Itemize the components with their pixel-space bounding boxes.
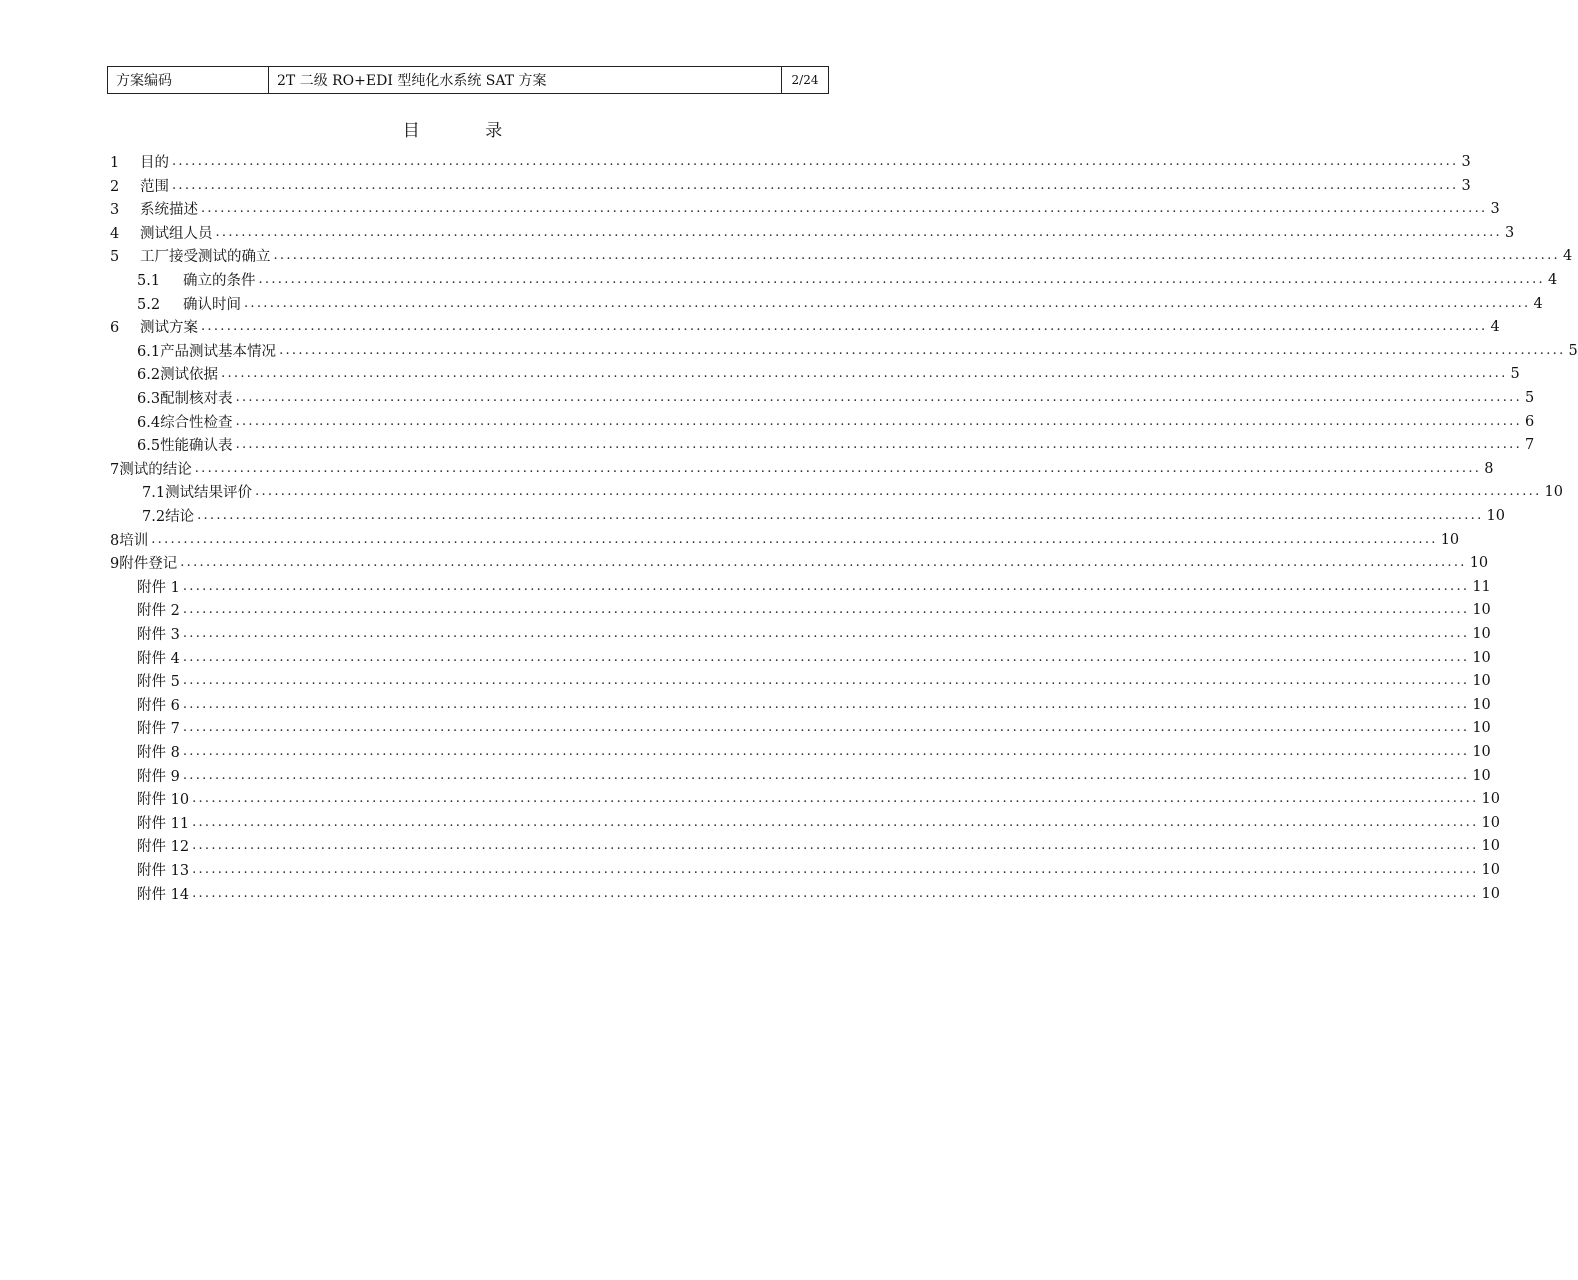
- toc-entry-page: 10: [1544, 483, 1563, 500]
- toc-entry-title: 附件 5: [137, 674, 180, 690]
- toc-entry-title: 附件 11: [137, 816, 190, 832]
- toc-dot-leader: ........................................................................................................................................................................................................: [182, 768, 1470, 783]
- toc-entry-number: 1: [110, 155, 120, 171]
- toc-entry-number: 6.3: [137, 391, 161, 407]
- toc-dot-leader: ........................................................................................................................................................................................................: [197, 508, 1484, 523]
- toc-entry-title: 附件 12: [137, 839, 190, 855]
- toc-entry-title: 产品测试基本情况: [160, 344, 277, 360]
- toc-dot-leader: ........................................................................................................................................................................................................: [192, 862, 1479, 877]
- toc-dot-leader: ........................................................................................................................................................................................................: [221, 366, 1508, 381]
- toc-entry-title: 附件 9: [137, 769, 180, 785]
- toc-entry-title: 配制核对表: [160, 391, 233, 407]
- toc-entry-label: [110, 529, 148, 550]
- toc-dot-leader: ........................................................................................................................................................................................................: [172, 154, 1459, 169]
- toc-entry-page: 10: [1481, 837, 1500, 854]
- toc-dot-leader: ........................................................................................................................................................................................................: [180, 555, 1467, 570]
- scheme-code-label: 方案编码: [108, 67, 269, 93]
- toc-entry-page: 10: [1481, 885, 1500, 902]
- toc-entry[interactable]: [110, 244, 1573, 267]
- toc-dot-leader: ........................................................................................................................................................................................................: [192, 886, 1479, 901]
- toc-entry-number: 6.4: [137, 415, 161, 431]
- toc-entry-label: [137, 576, 180, 597]
- toc-entry-label: [137, 670, 180, 691]
- toc-entry-number: 5.1: [137, 273, 161, 289]
- toc-entry-title: 附件 3: [137, 627, 180, 643]
- toc-dot-leader: ........................................................................................................................................................................................................: [182, 697, 1470, 712]
- toc-entry-title: 目的: [140, 155, 169, 171]
- toc-entry-page: 5: [1525, 389, 1535, 406]
- toc-entry-title: 附件 13: [137, 863, 190, 879]
- toc-entry[interactable]: [110, 174, 1471, 197]
- toc-entry-label: [142, 481, 252, 502]
- toc-entry-label: [137, 717, 180, 738]
- toc-entry-title: 范围: [140, 179, 169, 195]
- toc-entry-page: 5: [1568, 342, 1578, 359]
- toc-entry[interactable]: [137, 882, 1500, 905]
- toc-entry-label: [137, 765, 180, 786]
- toc-entry-page: 3: [1504, 224, 1515, 241]
- toc-entry-label: [110, 316, 198, 337]
- toc-entry-title: 附件 2: [137, 603, 180, 619]
- toc-entry-label: [110, 151, 169, 172]
- toc-dot-leader: ........................................................................................................................................................................................................: [194, 461, 1482, 476]
- toc-dot-leader: ........................................................................................................................................................................................................: [235, 414, 1523, 429]
- toc-entry-page: 10: [1486, 507, 1505, 524]
- toc-entry-page: 5: [1510, 365, 1520, 382]
- toc-entry-label: [137, 647, 180, 668]
- toc-entry-number: 6.1: [137, 344, 161, 360]
- toc-dot-leader: ........................................................................................................................................................................................................: [279, 343, 1566, 358]
- toc-entry[interactable]: [142, 504, 1505, 527]
- toc-entry[interactable]: [137, 669, 1491, 692]
- toc-dot-leader: ........................................................................................................................................................................................................: [235, 437, 1523, 452]
- toc-entry[interactable]: [137, 339, 1578, 362]
- toc-entry-page: 10: [1472, 743, 1491, 760]
- toc-entry-page: 4: [1547, 271, 1558, 288]
- toc-entry-page: 4: [1490, 318, 1500, 335]
- toc-entry-label: [137, 741, 180, 762]
- toc-entry-label: [137, 599, 180, 620]
- toc-entry-label: [137, 434, 233, 455]
- toc-entry-title: 测试依据: [160, 367, 219, 383]
- toc-entry[interactable]: [137, 787, 1500, 810]
- toc-entry[interactable]: [137, 740, 1491, 763]
- toc-entry-page: 10: [1472, 672, 1491, 689]
- toc-dot-leader: ........................................................................................................................................................................................................: [182, 720, 1470, 735]
- toc-entry-page: 10: [1472, 719, 1491, 736]
- toc-entry-label: [137, 812, 189, 833]
- toc-entry-title: 附件 1: [137, 580, 180, 596]
- toc-entry[interactable]: [137, 716, 1491, 739]
- toc-entry-title: 测试结果评价: [165, 485, 253, 501]
- document-header-table: [107, 66, 829, 94]
- toc-entry-label: [137, 387, 233, 408]
- toc-entry[interactable]: [137, 410, 1535, 433]
- toc-entry[interactable]: [110, 150, 1471, 173]
- toc-entry-title: 附件 6: [137, 698, 180, 714]
- toc-entry[interactable]: [137, 433, 1535, 456]
- toc-entry-number: 5: [110, 249, 120, 265]
- toc-entry-label: [137, 883, 189, 904]
- toc-dot-leader: ........................................................................................................................................................................................................: [273, 248, 1560, 263]
- toc-entry-title: 确立的条件: [183, 273, 256, 289]
- toc-entry-label: [110, 222, 213, 243]
- toc-dot-leader: ........................................................................................................................................................................................................: [201, 201, 1488, 216]
- toc-dot-leader: ........................................................................................................................................................................................................: [182, 650, 1470, 665]
- toc-entry[interactable]: [110, 221, 1515, 244]
- toc-entry-page: 11: [1472, 578, 1491, 595]
- toc-entry[interactable]: [137, 834, 1500, 857]
- toc-entry-page: 10: [1481, 790, 1500, 807]
- toc-entry-number: 6: [110, 320, 120, 336]
- toc-entry-label: [137, 835, 189, 856]
- toc-entry-title: 结论: [165, 509, 195, 525]
- toc-entry-label: [110, 458, 192, 479]
- toc-entry-number: 7.2: [142, 509, 166, 525]
- toc-entry-number: 7: [110, 462, 120, 478]
- toc-dot-leader: ........................................................................................................................................................................................................: [172, 178, 1459, 193]
- toc-dot-leader: ........................................................................................................................................................................................................: [192, 838, 1479, 853]
- toc-entry-page: 10: [1469, 554, 1489, 571]
- toc-entry-label: [137, 694, 180, 715]
- toc-entry-page: 10: [1472, 649, 1491, 666]
- toc-dot-leader: ........................................................................................................................................................................................................: [151, 532, 1438, 547]
- toc-entry-page: 3: [1490, 200, 1500, 217]
- toc-entry-title: 附件 14: [137, 887, 190, 903]
- toc-entry-page: 10: [1472, 625, 1491, 642]
- toc-entry-label: [142, 505, 194, 526]
- toc-dot-leader: ........................................................................................................................................................................................................: [201, 319, 1488, 334]
- toc-entry-page: 10: [1472, 696, 1491, 713]
- toc-dot-leader: ........................................................................................................................................................................................................: [235, 390, 1523, 405]
- toc-dot-leader: ........................................................................................................................................................................................................: [182, 579, 1470, 594]
- toc-entry-page: 8: [1484, 460, 1494, 477]
- toc-dot-leader: ........................................................................................................................................................................................................: [255, 484, 1542, 499]
- toc-entry-title: 确认时间: [183, 297, 241, 313]
- toc-entry-title: 附件 7: [137, 721, 180, 737]
- toc-entry-label: [110, 552, 177, 573]
- toc-entry-label: [137, 293, 241, 314]
- toc-entry-page: 4: [1533, 295, 1543, 312]
- toc-entry[interactable]: [137, 858, 1500, 881]
- toc-entry[interactable]: [110, 528, 1460, 551]
- toc-dot-leader: ........................................................................................................................................................................................................: [192, 791, 1479, 806]
- toc-entry[interactable]: [137, 811, 1500, 834]
- toc-entry-page: 4: [1562, 247, 1573, 264]
- toc-dot-leader: ........................................................................................................................................................................................................: [244, 296, 1531, 311]
- toc-entry-label: [137, 363, 218, 384]
- toc-entry-number: 8: [110, 533, 120, 549]
- toc-heading: 目 录: [402, 121, 533, 141]
- toc-entry-label: [137, 859, 189, 880]
- toc-entry[interactable]: [137, 693, 1491, 716]
- toc-entry-page: 10: [1472, 601, 1491, 618]
- toc-dot-leader: ........................................................................................................................................................................................................: [182, 602, 1470, 617]
- toc-entry[interactable]: [137, 292, 1543, 315]
- toc-entry-label: [110, 245, 271, 266]
- toc-entry[interactable]: [137, 268, 1558, 291]
- toc-entry-title: 测试的结论: [119, 462, 192, 478]
- toc-dot-leader: ........................................................................................................................................................................................................: [215, 225, 1502, 240]
- toc-entry-title: 测试组人员: [140, 226, 213, 242]
- toc-entry-page: 7: [1525, 436, 1535, 453]
- toc-entry-label: [137, 623, 180, 644]
- toc-entry-title: 培训: [119, 533, 149, 549]
- toc-entry-title: 系统描述: [140, 202, 198, 218]
- toc-entry-title: 附件登记: [119, 556, 178, 572]
- toc-entry-title: 工厂接受测试的确立: [140, 249, 271, 265]
- toc-entry[interactable]: [137, 622, 1491, 645]
- toc-entry[interactable]: [137, 646, 1491, 669]
- toc-entry-number: 5.2: [137, 297, 161, 313]
- toc-entry[interactable]: [137, 598, 1491, 621]
- toc-entry[interactable]: [137, 764, 1491, 787]
- toc-entry-number: 3: [110, 202, 120, 218]
- toc-entry-title: 附件 4: [137, 651, 180, 667]
- page-number: 2/24: [791, 73, 819, 87]
- toc-entry-page: 3: [1461, 153, 1471, 170]
- toc-dot-leader: ........................................................................................................................................................................................................: [182, 626, 1470, 641]
- toc-entry[interactable]: [110, 551, 1489, 574]
- toc-entry-label: [137, 269, 256, 290]
- toc-entry-page: 10: [1481, 861, 1500, 878]
- toc-dot-leader: ........................................................................................................................................................................................................: [258, 272, 1545, 287]
- toc-entry-page: 10: [1481, 814, 1500, 831]
- toc-entry-label: [137, 340, 276, 361]
- toc-entry-title: 测试方案: [140, 320, 198, 336]
- toc-entry-page: 6: [1525, 413, 1535, 430]
- toc-entry-title: 附件 8: [137, 745, 180, 761]
- toc-entry-number: 9: [110, 556, 120, 572]
- toc-entry[interactable]: [110, 457, 1494, 480]
- toc-entry[interactable]: [110, 197, 1500, 220]
- toc-entry-number: 6.5: [137, 438, 161, 454]
- toc-entry[interactable]: [110, 315, 1500, 338]
- toc-entry-label: [110, 175, 169, 196]
- toc-dot-leader: ........................................................................................................................................................................................................: [182, 673, 1470, 688]
- toc-entry[interactable]: [137, 386, 1535, 409]
- toc-entry-page: 10: [1440, 531, 1460, 548]
- toc-entry[interactable]: [137, 362, 1520, 385]
- toc-entry-title: 综合性检查: [160, 415, 233, 431]
- toc-entry-label: [137, 788, 189, 809]
- toc-entry[interactable]: [142, 480, 1563, 503]
- toc-entry[interactable]: [137, 575, 1491, 598]
- toc-entry-number: 4: [110, 226, 120, 242]
- toc-entry-number: 2: [110, 179, 120, 195]
- toc-entry-number: 7.1: [142, 485, 166, 501]
- toc-entry-label: [110, 198, 198, 219]
- toc-entry-title: 附件 10: [137, 792, 190, 808]
- toc-entry-label: [137, 411, 233, 432]
- toc-dot-leader: ........................................................................................................................................................................................................: [192, 815, 1479, 830]
- toc-entry-number: 6.2: [137, 367, 161, 383]
- toc-dot-leader: ........................................................................................................................................................................................................: [182, 744, 1470, 759]
- toc-entry-page: 3: [1461, 177, 1471, 194]
- toc-entry-page: 10: [1472, 767, 1491, 784]
- document-title: 2T 二级 RO+EDI 型纯化水系统 SAT 方案: [269, 67, 782, 93]
- toc-entry-title: 性能确认表: [160, 438, 233, 454]
